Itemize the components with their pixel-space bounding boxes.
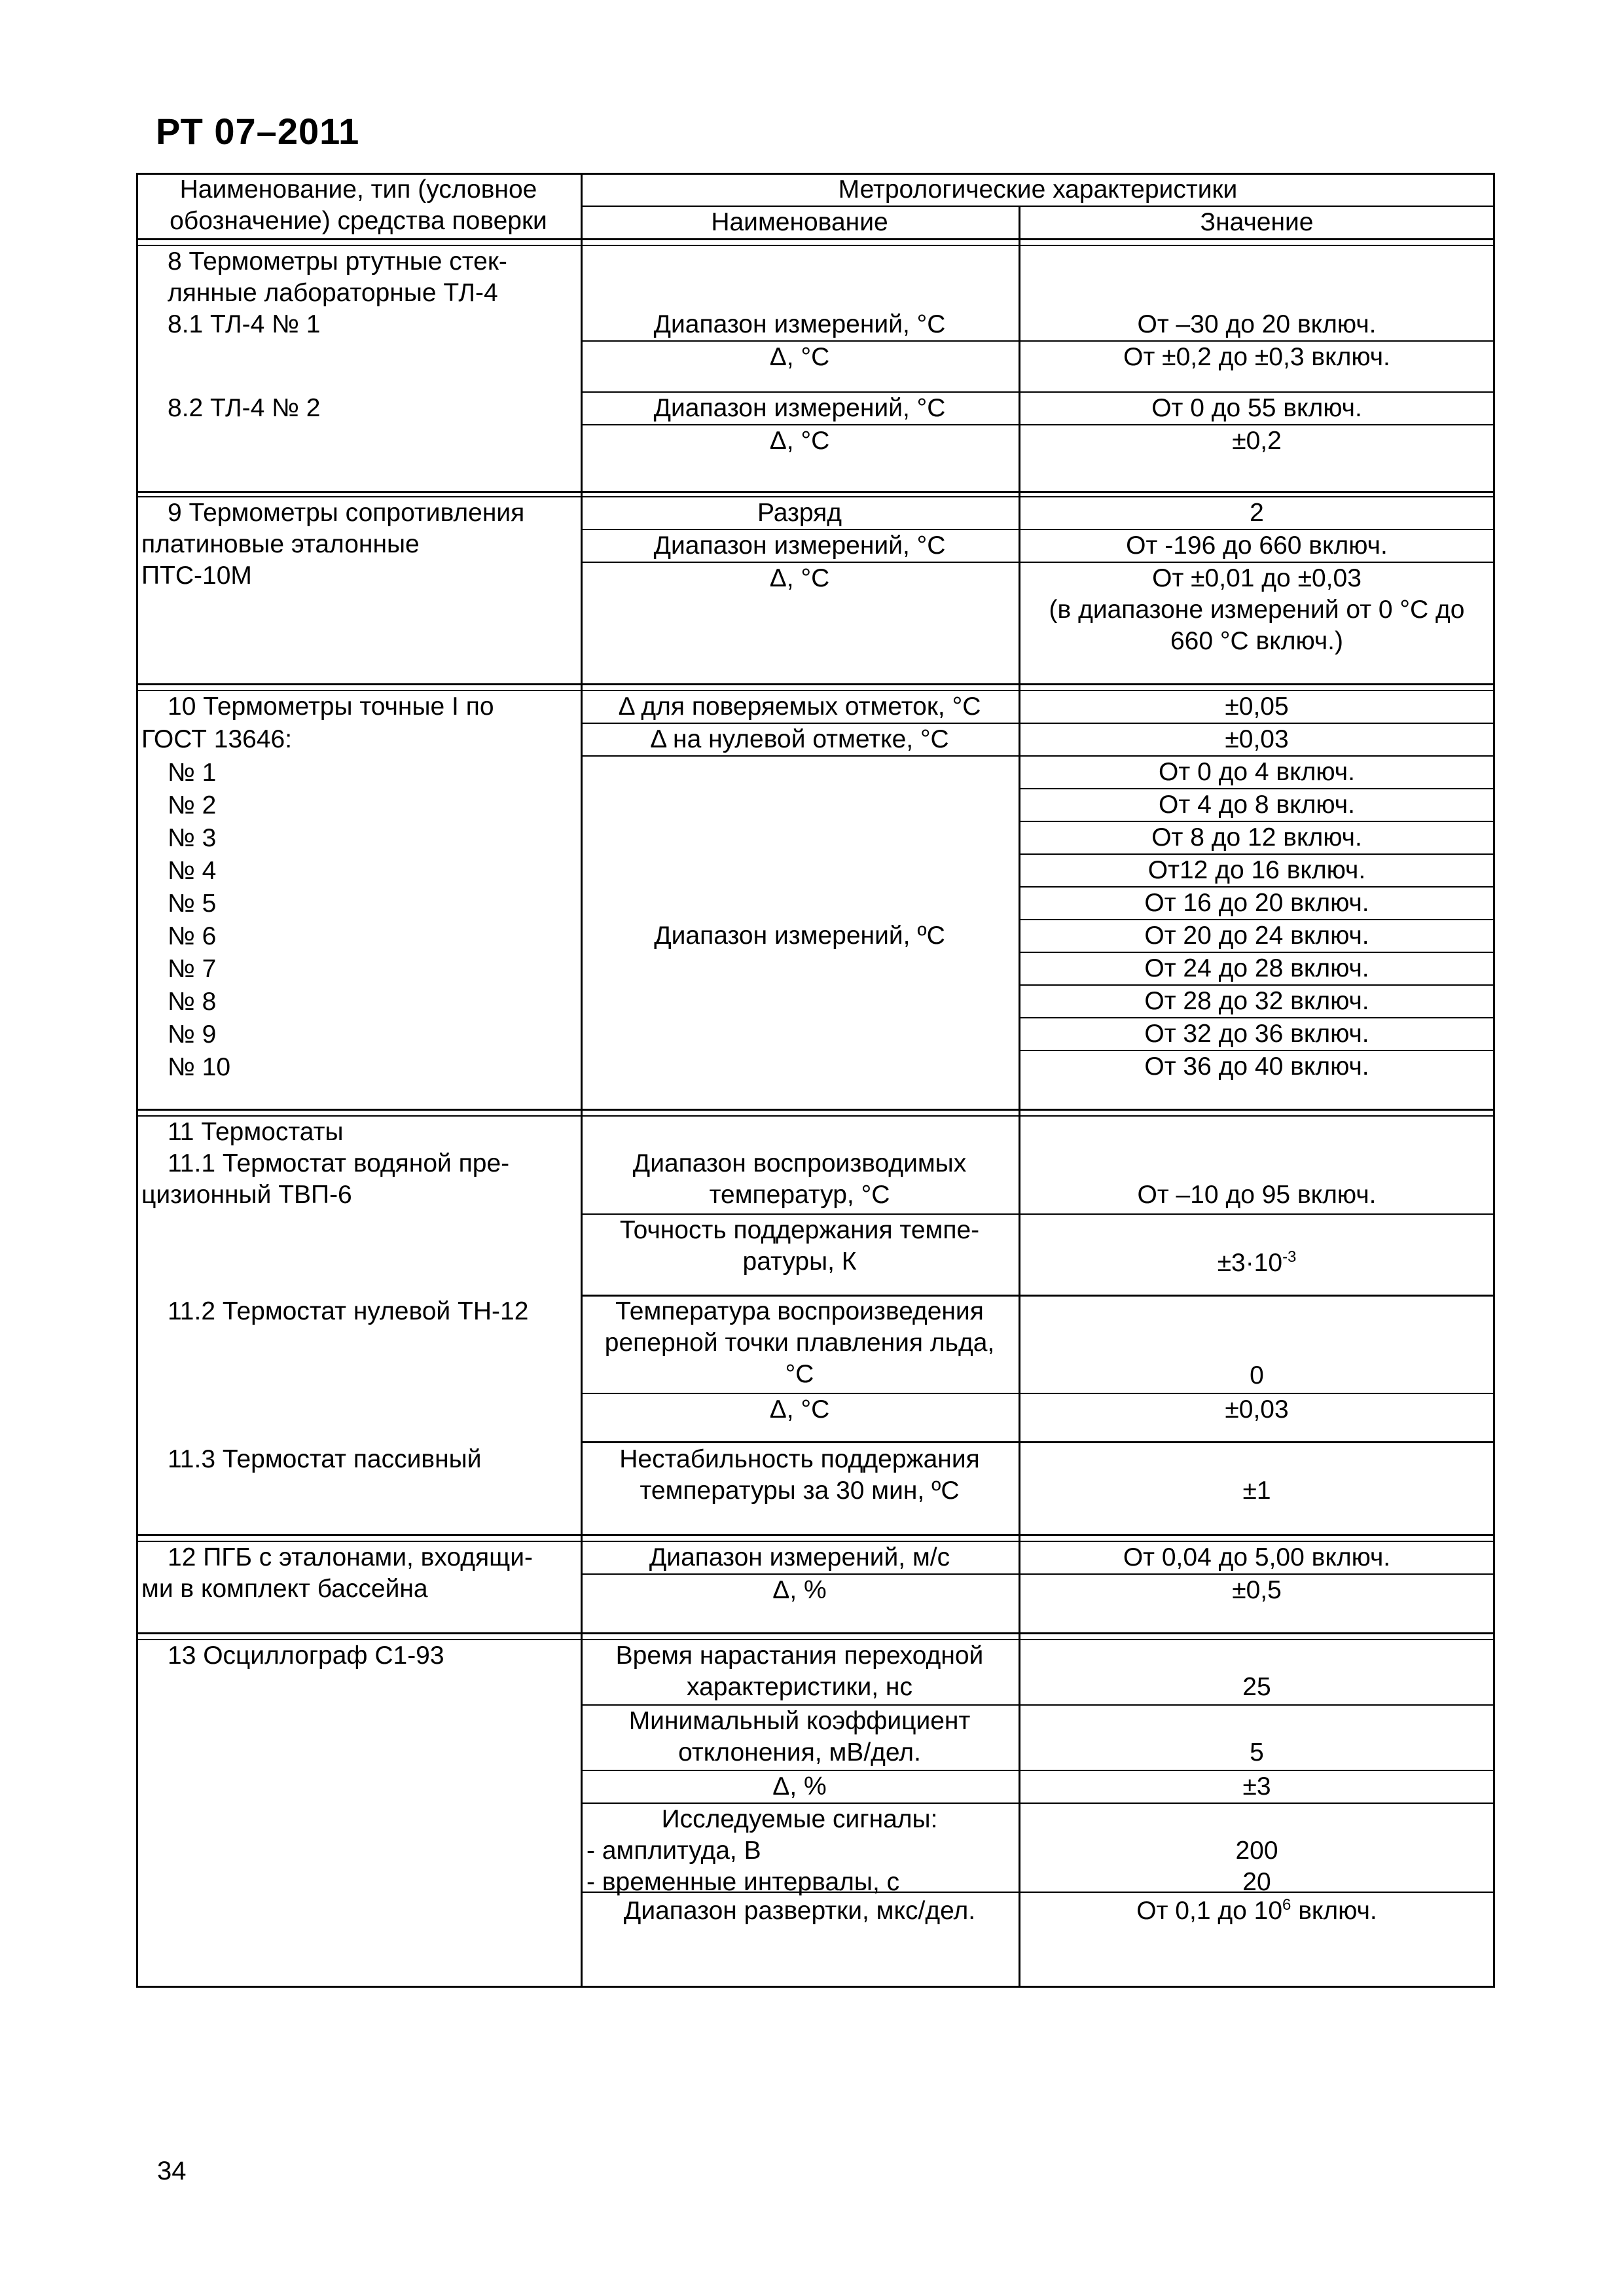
row10-bottom xyxy=(136,1109,1495,1111)
row11-char-4: Δ, °С xyxy=(769,1395,830,1424)
row12-name-cont: ми в комплект бассейна xyxy=(141,1575,428,1603)
range-row: От 16 до 20 включ. xyxy=(1144,889,1369,917)
row9-char-3: Δ, °С xyxy=(769,564,830,592)
row11-value-1: От –10 до 95 включ. xyxy=(1137,1181,1377,1209)
header-bottom-line xyxy=(136,238,1495,240)
row13-name: 13 Осциллограф С1-93 xyxy=(168,1641,444,1670)
header-name-line2: обозначение) средства поверки xyxy=(170,207,547,235)
row10-value-1: ±0,05 xyxy=(1225,692,1289,721)
row11-value-3: 0 xyxy=(1250,1361,1264,1390)
page-number: 34 xyxy=(157,2157,187,2185)
row10-value-2: ±0,03 xyxy=(1225,725,1289,753)
row12-value-1: От 0,04 до 5,00 включ. xyxy=(1123,1543,1391,1571)
row13-line-d xyxy=(581,1892,1495,1893)
row11-char-5: Нестабильность поддержания температуры за 30 мин, ºС xyxy=(619,1445,980,1505)
metrology-table xyxy=(136,173,1495,1988)
row11-bottom xyxy=(136,1534,1495,1536)
row8-value-3: От 0 до 55 включ. xyxy=(1151,394,1362,422)
row9-bottom xyxy=(136,683,1495,685)
row11-value-5: ±1 xyxy=(1242,1477,1271,1505)
row11-char-3: Температура воспроизведения реперной точки плавления льда, °С xyxy=(604,1297,995,1388)
row12-char-2: Δ, % xyxy=(772,1576,827,1604)
row12-value-2: ±0,5 xyxy=(1232,1576,1282,1604)
row8-char-4: Δ, °С xyxy=(769,427,830,455)
row13-char-4-items: - амплитуда, В - временные интервалы, с xyxy=(586,1837,900,1896)
row8-char-1: Диапазон измерений, °С xyxy=(653,310,946,338)
range-row: От12 до 16 включ. xyxy=(1147,856,1366,884)
row12-char-1: Диапазон измерений, м/с xyxy=(649,1543,950,1571)
row13-value-1: 25 xyxy=(1242,1673,1271,1701)
range-row: От 24 до 28 включ. xyxy=(1144,954,1369,982)
row10-name-cont: ГОСТ 13646: xyxy=(141,725,293,753)
row13-value-5: От 0,1 до $10^6$ включ. xyxy=(1136,1896,1377,1925)
row8-bottom xyxy=(136,491,1495,493)
row9-value-3: От ±0,01 до ±0,03 (в диапазоне измерений от 0 °С до 660 °С включ.) xyxy=(1049,564,1465,655)
row13-char-1: Время нарастания переходной характеристики, нс xyxy=(615,1641,984,1701)
range-row: От 28 до 32 включ. xyxy=(1144,987,1369,1015)
row10-name: 10 Термометры точные I по xyxy=(168,692,494,721)
row9-name: 9 Термометры сопротивления xyxy=(168,499,525,527)
row9-value-2: От -196 до 660 включ. xyxy=(1126,531,1388,560)
header-char-name: Наименование xyxy=(711,208,888,236)
table-border-left xyxy=(136,173,138,1988)
table-border-bottom xyxy=(136,1986,1495,1988)
row11-value-2: $\pm 3\cdot 10^{-3}$ xyxy=(1217,1248,1297,1277)
row9-char-2: Диапазон измерений, °С xyxy=(653,531,946,560)
row12-bottom xyxy=(136,1632,1495,1634)
row13-char-5: Диапазон развертки, мкс/дел. xyxy=(623,1897,976,1925)
range-row: От 4 до 8 включ. xyxy=(1159,791,1355,819)
row10-char-2: Δ на нулевой отметке, °С xyxy=(650,725,949,753)
range-row: От 36 до 40 включ. xyxy=(1144,1052,1369,1081)
range-row: От 20 до 24 включ. xyxy=(1144,922,1369,950)
document-title: РТ 07–2011 xyxy=(156,111,360,152)
header-value: Значение xyxy=(1200,208,1314,236)
row8-char-3: Диапазон измерений, °С xyxy=(653,394,946,422)
row8-value-4: ±0,2 xyxy=(1232,427,1282,455)
row11-line-d xyxy=(581,1441,1495,1443)
row11-name-cont: цизионный ТВП-6 xyxy=(141,1181,352,1209)
row8-char-2: Δ, °С xyxy=(769,343,830,371)
row9-char-1: Разряд xyxy=(757,499,842,527)
row10-char-3: Диапазон измерений, ºС xyxy=(654,922,945,950)
header-name-col xyxy=(136,174,581,237)
row10-char-1: Δ для поверяемых отметок, °С xyxy=(618,692,981,721)
row13-value-3: ±3 xyxy=(1242,1772,1271,1801)
row11-char-2: Точность поддержания темпе- ратуры, К xyxy=(619,1216,980,1276)
row8-subitem2: 8.2 ТЛ-4 № 2 xyxy=(168,394,321,422)
row11-char-1: Диапазон воспроизводимых температур, °С xyxy=(632,1149,967,1209)
row13-char-2: Минимальный коэффициент отклонения, мВ/дел. xyxy=(628,1707,971,1767)
header-name-line1: Наименование, тип (условное xyxy=(179,175,537,204)
column-divider-2 xyxy=(1019,206,1020,1988)
row9-value-1: 2 xyxy=(1250,499,1264,527)
row8-value-1: От –30 до 20 включ. xyxy=(1137,310,1377,338)
row13-value-4: 200 20 xyxy=(1235,1837,1278,1896)
row12-name: 12 ПГБ с эталонами, входящи- xyxy=(168,1543,533,1571)
row11-subitem3: 11.3 Термостат пассивный xyxy=(168,1445,482,1473)
row13-char-3: Δ, % xyxy=(772,1772,827,1801)
row8-name: 8 Термометры ртутные стек- лянные лабораторные ТЛ-4 8.1 ТЛ-4 № 1 xyxy=(168,247,507,338)
row13-char-4-title: Исследуемые сигналы: xyxy=(661,1805,938,1833)
range-row: От 8 до 12 включ. xyxy=(1151,823,1362,852)
range-row: От 0 до 4 включ. xyxy=(1159,758,1355,786)
row10-numbers: № 1 № 2 № 3 № 4 № 5 № 6 № 7 № 8 № 9 № 10 xyxy=(168,759,231,1081)
row11-value-4: ±0,03 xyxy=(1225,1395,1289,1424)
range-row: От 32 до 36 включ. xyxy=(1144,1020,1369,1048)
row9-name-cont: платиновые эталонные ПТС-10М xyxy=(141,530,420,590)
row11-subitem2: 11.2 Термостат нулевой ТН-12 xyxy=(168,1297,529,1325)
row8-value-2: От ±0,2 до ±0,3 включ. xyxy=(1123,343,1390,371)
header-group: Метрологические характеристики xyxy=(838,175,1238,204)
row13-value-2: 5 xyxy=(1250,1738,1264,1767)
row11-name: 11 Термостаты 11.1 Термостат водяной пре- xyxy=(168,1118,510,1177)
